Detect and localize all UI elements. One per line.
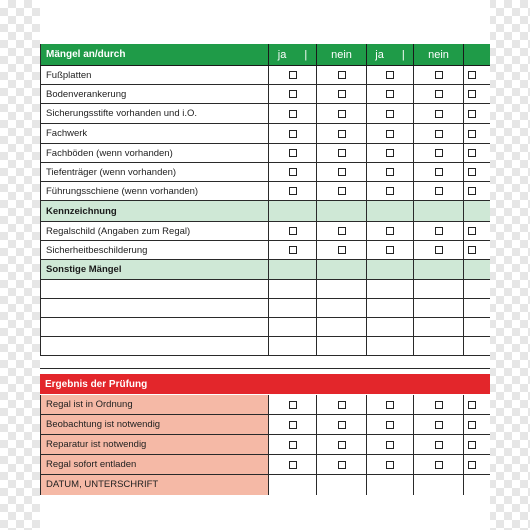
checkbox[interactable] bbox=[289, 227, 297, 235]
checkbox[interactable] bbox=[435, 441, 443, 449]
checkbox[interactable] bbox=[386, 110, 394, 118]
cell-extra bbox=[464, 144, 490, 162]
cell-ja-2 bbox=[367, 455, 414, 474]
result-row bbox=[40, 455, 490, 475]
row-label: Tiefenträger (wenn vorhanden) bbox=[40, 163, 269, 181]
table-row bbox=[40, 124, 490, 144]
result-row-signature bbox=[40, 475, 490, 495]
cell-ja-2 bbox=[367, 435, 414, 454]
cell-empty bbox=[464, 280, 490, 298]
cell-empty bbox=[367, 318, 414, 336]
cell-empty bbox=[464, 475, 490, 495]
section-sonstige-maengel bbox=[40, 260, 490, 280]
cell-empty bbox=[414, 201, 464, 221]
cell-nein-2 bbox=[414, 104, 464, 123]
cell-nein-1 bbox=[317, 435, 367, 454]
cell-empty bbox=[317, 201, 367, 221]
row-label: Bodenverankerung bbox=[40, 85, 269, 103]
table-row bbox=[40, 104, 490, 124]
table-row bbox=[40, 66, 490, 85]
checkbox[interactable] bbox=[435, 227, 443, 235]
checkbox[interactable] bbox=[468, 71, 476, 79]
checkbox[interactable] bbox=[338, 130, 346, 138]
checkbox[interactable] bbox=[386, 187, 394, 195]
cell-nein-1 bbox=[317, 222, 367, 240]
table-row bbox=[40, 222, 490, 241]
checkbox[interactable] bbox=[338, 421, 346, 429]
row-label: Sicherungsstifte vorhanden und i.O. bbox=[40, 104, 269, 123]
checkbox[interactable] bbox=[468, 90, 476, 98]
checkbox[interactable] bbox=[289, 421, 297, 429]
cell-empty bbox=[317, 280, 367, 298]
cell-empty bbox=[269, 318, 317, 336]
checkbox[interactable] bbox=[338, 246, 346, 254]
cell-empty bbox=[269, 299, 317, 317]
cell-ja-2 bbox=[367, 395, 414, 414]
checkbox[interactable] bbox=[435, 461, 443, 469]
checkbox[interactable] bbox=[468, 246, 476, 254]
cell-empty bbox=[269, 280, 317, 298]
section-kennzeichnung bbox=[40, 201, 490, 222]
header-separator-2: | bbox=[401, 48, 405, 61]
cell-empty bbox=[367, 337, 414, 355]
header-ja-2-label: ja bbox=[375, 48, 384, 61]
cell-empty bbox=[367, 201, 414, 221]
cell-empty bbox=[317, 337, 367, 355]
row-label: Fußplatten bbox=[40, 66, 269, 84]
cell-nein-2 bbox=[414, 241, 464, 259]
cell-empty bbox=[414, 318, 464, 336]
cell-empty bbox=[269, 201, 317, 221]
cell-ja-1 bbox=[269, 104, 317, 123]
checkbox[interactable] bbox=[289, 149, 297, 157]
checkbox[interactable] bbox=[435, 110, 443, 118]
cell-extra bbox=[464, 85, 490, 103]
checkbox[interactable] bbox=[289, 168, 297, 176]
cell-ja-1 bbox=[269, 85, 317, 103]
header-nein-1: nein bbox=[317, 44, 367, 65]
cell-nein-1 bbox=[317, 241, 367, 259]
checkbox[interactable] bbox=[468, 441, 476, 449]
cell-empty bbox=[464, 337, 490, 355]
cell-ja-1 bbox=[269, 435, 317, 454]
cell-empty bbox=[414, 280, 464, 298]
result-row bbox=[40, 435, 490, 455]
cell-empty bbox=[269, 260, 317, 279]
empty-label[interactable] bbox=[40, 337, 269, 355]
cell-ja-2 bbox=[367, 241, 414, 259]
result-label: Reparatur ist notwendig bbox=[40, 435, 269, 454]
cell-extra bbox=[464, 182, 490, 200]
checkbox[interactable] bbox=[386, 461, 394, 469]
cell-empty bbox=[464, 260, 490, 279]
checkbox[interactable] bbox=[386, 401, 394, 409]
cell-nein-2 bbox=[414, 222, 464, 240]
result-row bbox=[40, 415, 490, 435]
empty-label[interactable] bbox=[40, 299, 269, 317]
checkbox[interactable] bbox=[289, 441, 297, 449]
cell-ja-1 bbox=[269, 415, 317, 434]
cell-ja-1 bbox=[269, 222, 317, 240]
cell-empty bbox=[414, 299, 464, 317]
cell-extra bbox=[464, 455, 490, 474]
checkbox[interactable] bbox=[289, 130, 297, 138]
cell-nein-2 bbox=[414, 124, 464, 143]
cell-extra bbox=[464, 435, 490, 454]
cell-extra bbox=[464, 415, 490, 434]
cell-nein-1 bbox=[317, 182, 367, 200]
checkbox[interactable] bbox=[386, 227, 394, 235]
cell-extra bbox=[464, 124, 490, 143]
ergebnis-header: Ergebnis der Prüfung bbox=[40, 374, 490, 394]
result-label: Beobachtung ist notwendig bbox=[40, 415, 269, 434]
cell-ja-1 bbox=[269, 241, 317, 259]
checkbox[interactable] bbox=[435, 130, 443, 138]
cell-nein-1 bbox=[317, 163, 367, 181]
checkbox[interactable] bbox=[338, 187, 346, 195]
checkbox[interactable] bbox=[338, 401, 346, 409]
cell-nein-1 bbox=[317, 85, 367, 103]
checkbox[interactable] bbox=[386, 168, 394, 176]
checkbox[interactable] bbox=[338, 227, 346, 235]
cell-nein-2 bbox=[414, 66, 464, 84]
cell-nein-1 bbox=[317, 144, 367, 162]
section-title: Sonstige Mängel bbox=[40, 260, 269, 279]
inspection-checklist-sheet bbox=[40, 0, 490, 530]
checkbox[interactable] bbox=[338, 71, 346, 79]
cell-ja-1 bbox=[269, 455, 317, 474]
checkbox[interactable] bbox=[435, 187, 443, 195]
cell-extra bbox=[464, 66, 490, 84]
checkbox[interactable] bbox=[289, 187, 297, 195]
row-label: Fachwerk bbox=[40, 124, 269, 143]
cell-empty bbox=[317, 475, 367, 495]
header-nein-2: nein bbox=[414, 44, 464, 65]
table-row bbox=[40, 85, 490, 104]
cell-extra bbox=[464, 222, 490, 240]
cell-empty bbox=[317, 318, 367, 336]
table-bottom-rule bbox=[40, 368, 490, 369]
cell-nein-1 bbox=[317, 66, 367, 84]
header-extra bbox=[464, 44, 490, 65]
checkbox[interactable] bbox=[289, 401, 297, 409]
checkbox[interactable] bbox=[386, 71, 394, 79]
row-label: Führungsschiene (wenn vorhanden) bbox=[40, 182, 269, 200]
header-title: Mängel an/durch bbox=[40, 44, 269, 65]
cell-extra bbox=[464, 395, 490, 414]
empty-row bbox=[40, 280, 490, 299]
checkbox[interactable] bbox=[289, 246, 297, 254]
checkbox[interactable] bbox=[338, 461, 346, 469]
cell-extra bbox=[464, 241, 490, 259]
checkbox[interactable] bbox=[386, 441, 394, 449]
result-label: DATUM, UNTERSCHRIFT bbox=[40, 475, 269, 495]
checkbox[interactable] bbox=[435, 90, 443, 98]
empty-row bbox=[40, 337, 490, 356]
cell-ja-1 bbox=[269, 395, 317, 414]
cell-nein-2 bbox=[414, 163, 464, 181]
checkbox[interactable] bbox=[289, 71, 297, 79]
checkbox[interactable] bbox=[435, 71, 443, 79]
cell-empty bbox=[464, 299, 490, 317]
checkbox[interactable] bbox=[338, 168, 346, 176]
checkbox[interactable] bbox=[468, 227, 476, 235]
result-row bbox=[40, 395, 490, 415]
cell-ja-2 bbox=[367, 124, 414, 143]
checkbox[interactable] bbox=[386, 90, 394, 98]
checkbox[interactable] bbox=[435, 421, 443, 429]
checkbox[interactable] bbox=[338, 149, 346, 157]
result-label: Regal sofort entladen bbox=[40, 455, 269, 474]
checkbox[interactable] bbox=[289, 461, 297, 469]
cell-empty bbox=[464, 318, 490, 336]
cell-ja-1 bbox=[269, 163, 317, 181]
cell-nein-1 bbox=[317, 455, 367, 474]
cell-ja-2 bbox=[367, 222, 414, 240]
cell-ja-2 bbox=[367, 66, 414, 84]
table-row bbox=[40, 163, 490, 182]
header-ja-1 bbox=[269, 44, 317, 65]
checkbox[interactable] bbox=[435, 401, 443, 409]
header-separator: | bbox=[304, 48, 308, 61]
empty-row bbox=[40, 318, 490, 337]
row-label: Sicherheitbeschilderung bbox=[40, 241, 269, 259]
table-row bbox=[40, 182, 490, 201]
checkbox[interactable] bbox=[468, 187, 476, 195]
checkbox[interactable] bbox=[435, 246, 443, 254]
cell-empty bbox=[367, 299, 414, 317]
cell-nein-1 bbox=[317, 124, 367, 143]
cell-ja-1 bbox=[269, 124, 317, 143]
checkbox[interactable] bbox=[468, 149, 476, 157]
cell-empty bbox=[414, 260, 464, 279]
cell-empty bbox=[317, 260, 367, 279]
checkbox[interactable] bbox=[468, 130, 476, 138]
result-label: Regal ist in Ordnung bbox=[40, 395, 269, 414]
checkbox[interactable] bbox=[468, 461, 476, 469]
cell-empty bbox=[269, 475, 317, 495]
checkbox[interactable] bbox=[338, 90, 346, 98]
cell-nein-2 bbox=[414, 85, 464, 103]
cell-ja-2 bbox=[367, 144, 414, 162]
cell-nein-1 bbox=[317, 104, 367, 123]
cell-nein-2 bbox=[414, 144, 464, 162]
cell-ja-1 bbox=[269, 182, 317, 200]
cell-ja-2 bbox=[367, 182, 414, 200]
header-ja-1-label: ja bbox=[277, 48, 287, 61]
row-label: Regalschild (Angaben zum Regal) bbox=[40, 222, 269, 240]
cell-nein-2 bbox=[414, 435, 464, 454]
table-row bbox=[40, 144, 490, 163]
cell-ja-1 bbox=[269, 66, 317, 84]
empty-row bbox=[40, 299, 490, 318]
cell-ja-2 bbox=[367, 163, 414, 181]
cell-nein-1 bbox=[317, 395, 367, 414]
checkbox[interactable] bbox=[338, 441, 346, 449]
checkbox[interactable] bbox=[289, 90, 297, 98]
row-label: Fachböden (wenn vorhanden) bbox=[40, 144, 269, 162]
checkbox[interactable] bbox=[468, 168, 476, 176]
checkbox[interactable] bbox=[435, 149, 443, 157]
checkbox[interactable] bbox=[289, 110, 297, 118]
cell-nein-2 bbox=[414, 415, 464, 434]
cell-empty bbox=[367, 475, 414, 495]
cell-empty bbox=[367, 280, 414, 298]
table-row bbox=[40, 241, 490, 260]
table-header bbox=[40, 44, 490, 66]
empty-label[interactable] bbox=[40, 280, 269, 298]
checkbox[interactable] bbox=[386, 246, 394, 254]
cell-nein-2 bbox=[414, 395, 464, 414]
cell-empty bbox=[464, 201, 490, 221]
cell-empty bbox=[414, 475, 464, 495]
cell-nein-2 bbox=[414, 455, 464, 474]
checkbox[interactable] bbox=[386, 149, 394, 157]
header-ja-2 bbox=[367, 44, 414, 65]
empty-label[interactable] bbox=[40, 318, 269, 336]
cell-ja-1 bbox=[269, 144, 317, 162]
cell-nein-1 bbox=[317, 415, 367, 434]
cell-nein-2 bbox=[414, 182, 464, 200]
checkbox[interactable] bbox=[468, 110, 476, 118]
checkbox[interactable] bbox=[386, 421, 394, 429]
cell-empty bbox=[367, 260, 414, 279]
section-title: Kennzeichnung bbox=[40, 201, 269, 221]
cell-ja-2 bbox=[367, 415, 414, 434]
cell-empty bbox=[414, 337, 464, 355]
cell-ja-2 bbox=[367, 104, 414, 123]
checkbox[interactable] bbox=[468, 421, 476, 429]
checkbox[interactable] bbox=[468, 401, 476, 409]
checkbox[interactable] bbox=[435, 168, 443, 176]
checkbox[interactable] bbox=[386, 130, 394, 138]
cell-empty bbox=[317, 299, 367, 317]
cell-extra bbox=[464, 104, 490, 123]
cell-ja-2 bbox=[367, 85, 414, 103]
cell-extra bbox=[464, 163, 490, 181]
cell-empty bbox=[269, 337, 317, 355]
checkbox[interactable] bbox=[338, 110, 346, 118]
